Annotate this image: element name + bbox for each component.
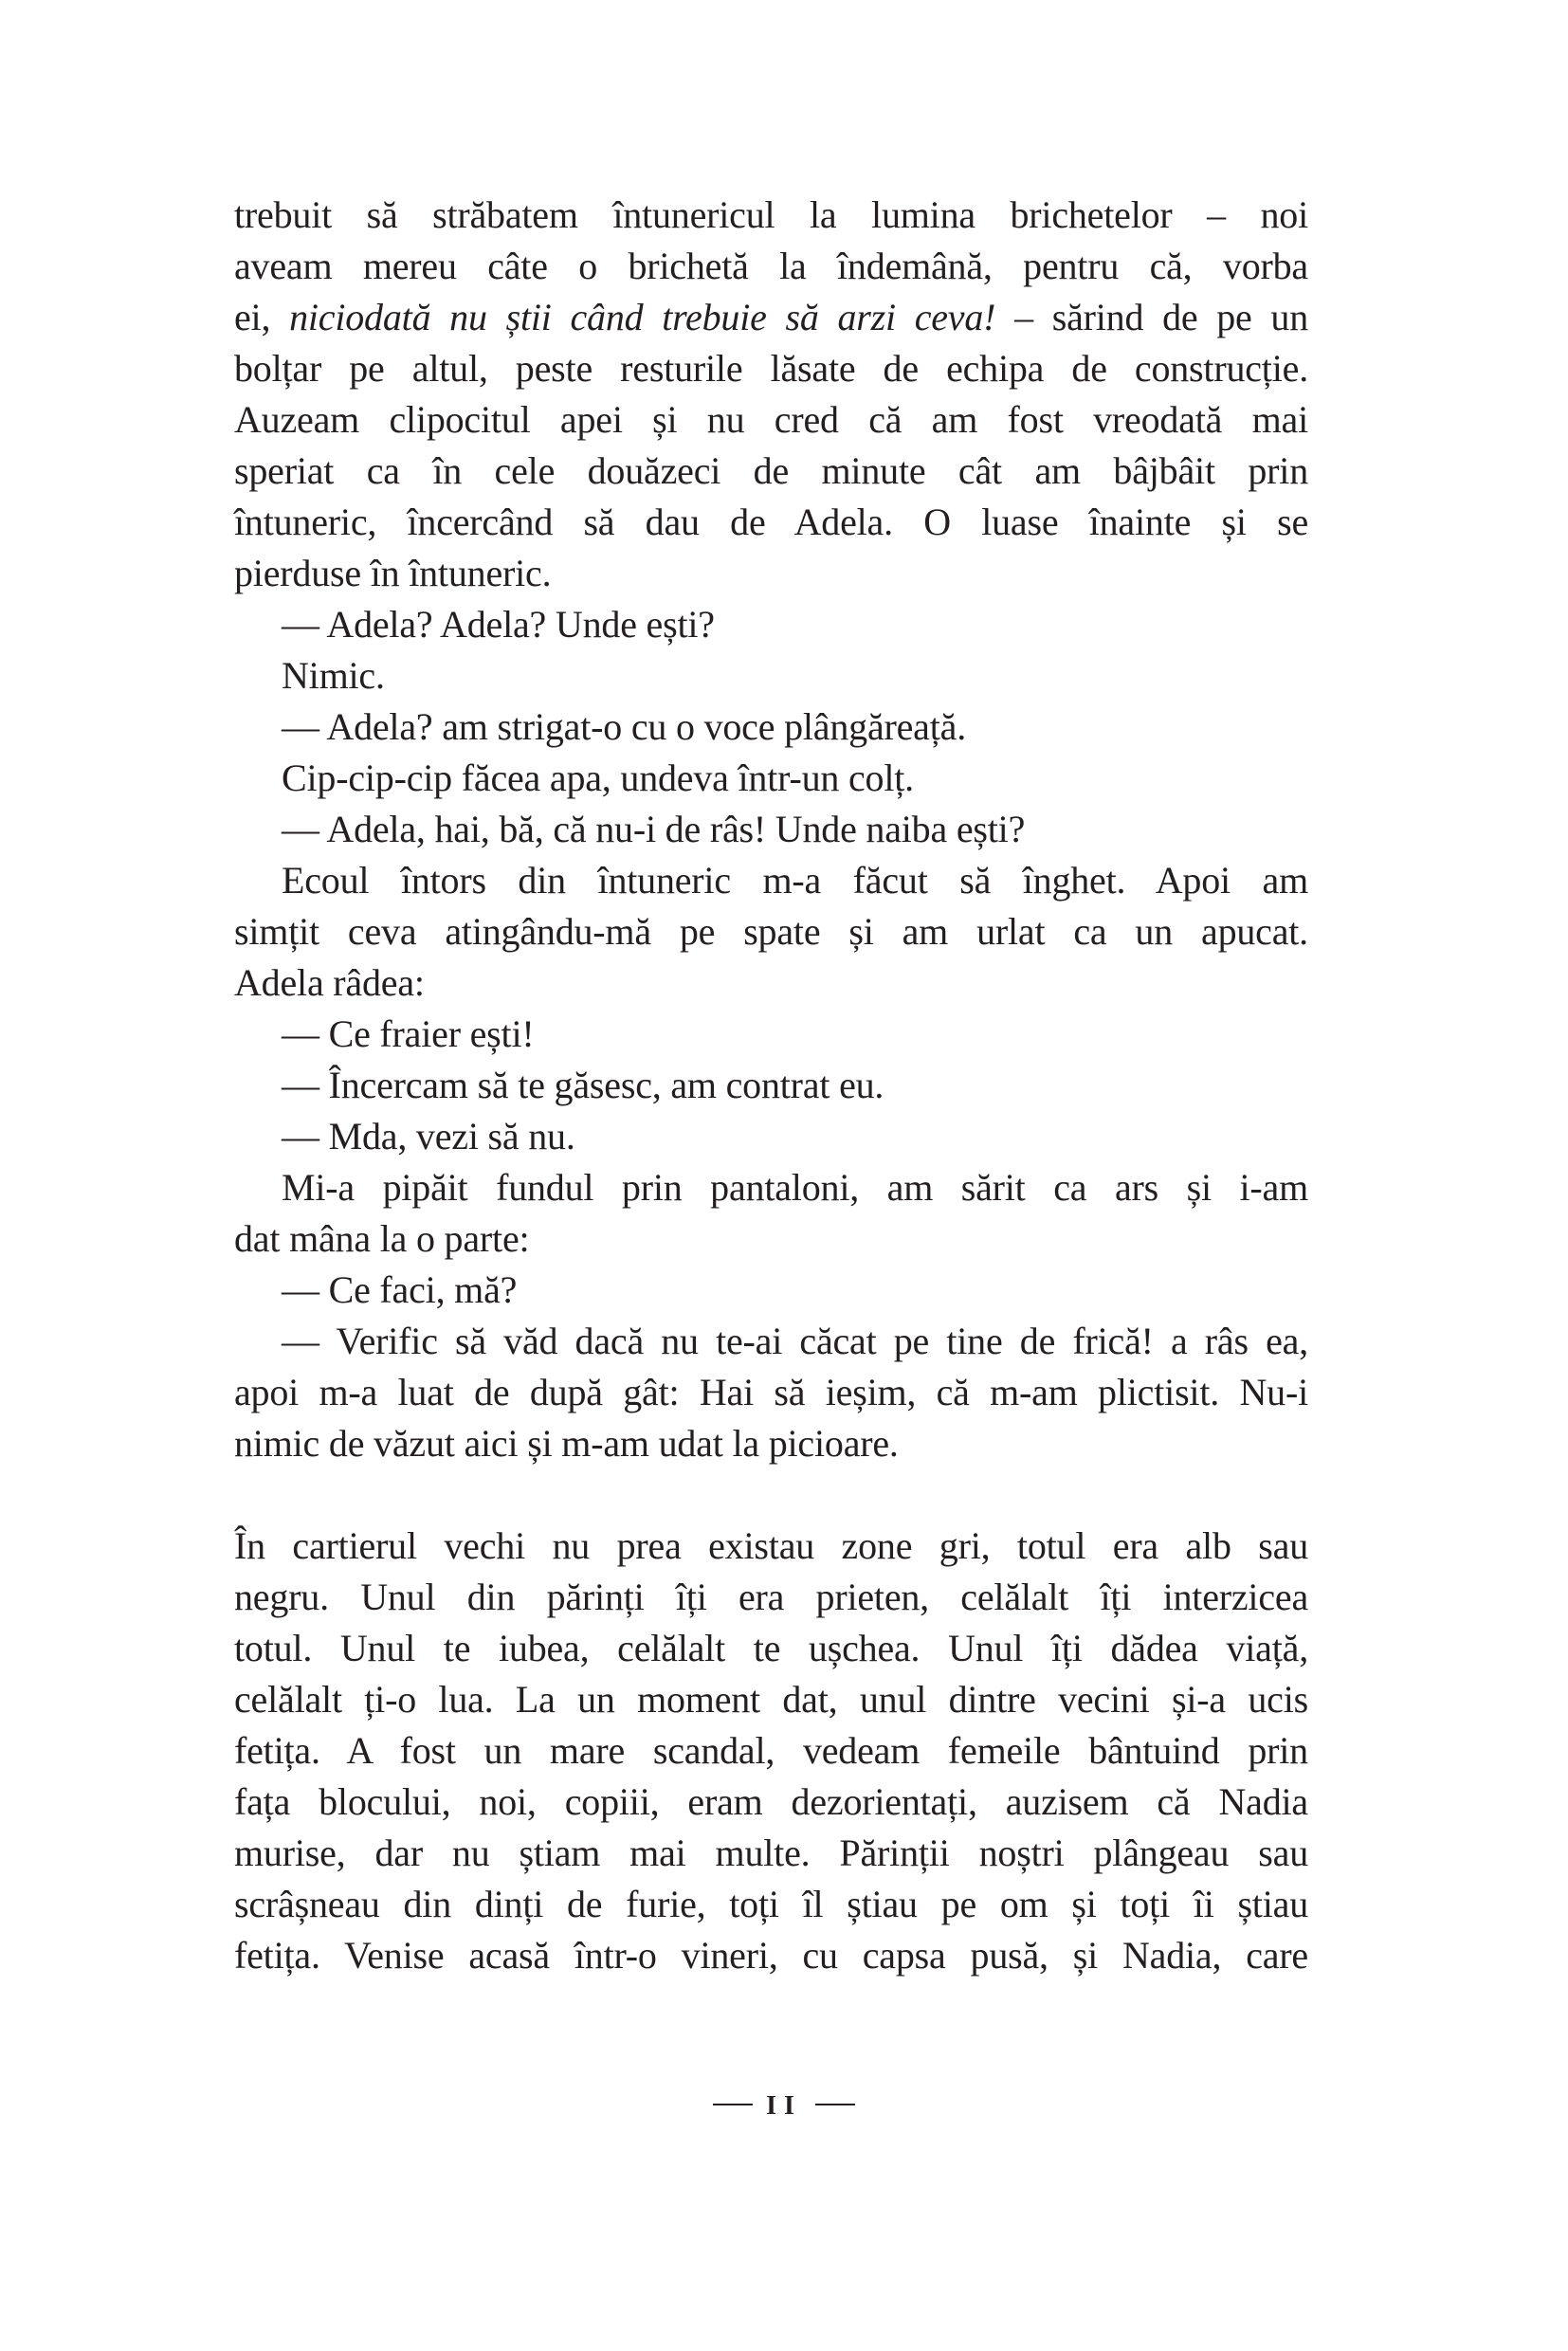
dialogue-line: — Adela? am strigat-o cu o voce plângăreață. xyxy=(282,705,967,748)
text-line: Ecoul întors din întuneric m-a făcut să înghet. Apoi am xyxy=(282,859,1308,902)
folio-dash-right xyxy=(815,2104,855,2105)
text-line: nimic de văzut aici și m-am udat la picioare. xyxy=(234,1422,899,1465)
text-line: dat mâna la o parte: xyxy=(234,1217,530,1260)
text-run: ei, xyxy=(234,296,290,338)
text-line: simțit ceva atingându-mă pe spate și am urlat ca un apucat. xyxy=(234,910,1308,953)
text-line: bolțar pe altul, peste resturile lăsate de echipa de construcție. xyxy=(234,347,1308,390)
dialogue-line: — Ce faci, mă? xyxy=(282,1268,518,1311)
text-line: fetița. A fost un mare scandal, vedeam femeile bântuind prin xyxy=(234,1729,1308,1772)
dialogue-line: — Adela, hai, bă, că nu-i de râs! Unde naiba ești? xyxy=(282,808,1026,850)
text-line: În cartierul vechi nu prea existau zone gri, totul era alb sau xyxy=(234,1524,1308,1567)
text-line: aveam mereu câte o brichetă la îndemână, pentru că, vorba xyxy=(234,245,1308,287)
text-line: totul. Unul te iubea, celălalt te ușchea. Unul îți dădea viață, xyxy=(234,1627,1308,1669)
text-line: întuneric, încercând să dau de Adela. O luase înainte și se xyxy=(234,501,1308,543)
text-line: Mi-a pipăit fundul prin pantaloni, am sărit ca ars și i-am xyxy=(282,1166,1308,1209)
dialogue-line: — Verific să văd dacă nu te-ai căcat pe tine de frică! a râs ea, xyxy=(282,1320,1308,1362)
text-line: Adela râdea: xyxy=(234,961,425,1004)
text-line: murise, dar nu știam mai multe. Părinții noștri plângeau sau xyxy=(234,1832,1308,1874)
text-line: negru. Unul din părinți îți era prieten, celălalt îți interzicea xyxy=(234,1576,1308,1618)
text-line: apoi m-a luat de după gât: Hai să ieșim, că m-am plictisit. Nu-i xyxy=(234,1371,1308,1413)
text-line: fața blocului, noi, copiii, eram dezorientați, auzisem că Nadia xyxy=(234,1780,1308,1823)
text-line: scrâșneau din dinți de furie, toți îl știau pe om și toți îi știau xyxy=(234,1883,1308,1925)
dialogue-line: — Ce fraier ești! xyxy=(282,1012,535,1055)
text-line: trebuit să străbatem întunericul la lumina brichetelor – noi xyxy=(234,193,1308,236)
dialogue-line: — Adela? Adela? Unde ești? xyxy=(282,603,715,646)
text-line: fetița. Venise acasă într-o vineri, cu capsa pusă, și Nadia, care xyxy=(234,1934,1308,1977)
text-line: speriat ca în cele douăzeci de minute cât am bâjbâit prin xyxy=(234,449,1308,492)
text-line: celălalt ți-o lua. La un moment dat, unul dintre vecini și-a ucis xyxy=(234,1678,1308,1721)
dialogue-line: — Mda, vezi să nu. xyxy=(282,1115,575,1157)
text-run: – sărind de pe un xyxy=(995,296,1308,338)
folio-dash-left xyxy=(713,2104,753,2105)
text-line-mixed xyxy=(234,292,1308,343)
page-number xyxy=(0,2086,1568,2125)
text-line: pierduse în întuneric. xyxy=(234,552,552,594)
text-line: Cip-cip-cip făcea apa, undeva într-un colț. xyxy=(282,756,914,799)
italic-quote: niciodată nu știi când trebuie să arzi ceva! xyxy=(289,296,996,338)
page-number-value: II xyxy=(766,2091,802,2121)
text-line: Nimic. xyxy=(282,654,385,697)
dialogue-line: — Încercam să te găsesc, am contrat eu. xyxy=(282,1064,884,1106)
text-line: Auzeam clipocitul apei și nu cred că am fost vreodată mai xyxy=(234,398,1308,441)
